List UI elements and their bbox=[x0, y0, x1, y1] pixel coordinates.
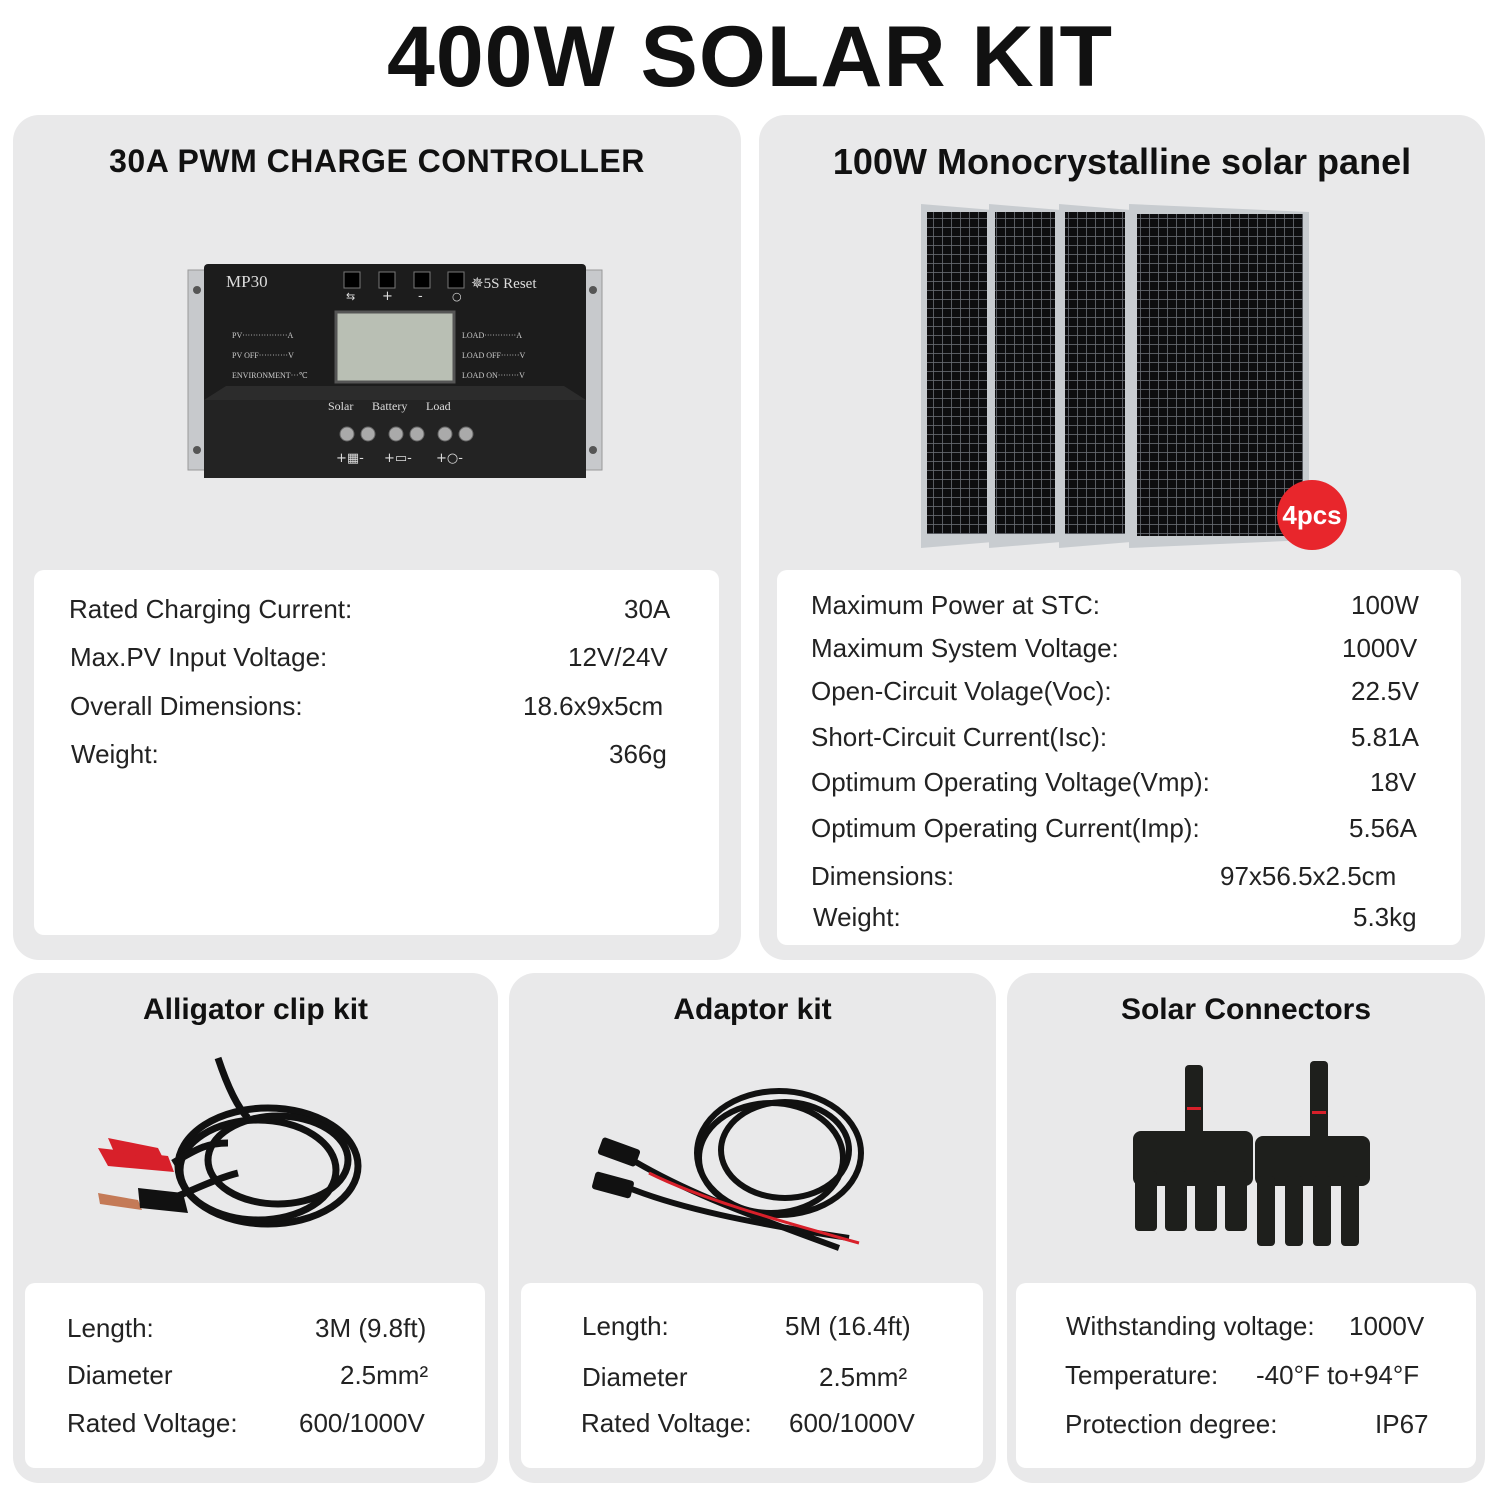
charge-controller-image bbox=[186, 260, 606, 480]
controller-label-load: LOAD············A bbox=[462, 331, 522, 340]
alligator-card bbox=[13, 973, 498, 1483]
svg-text:⇆: ⇆ bbox=[346, 290, 356, 303]
adaptor-title: Adaptor kit bbox=[673, 993, 832, 1026]
connectors-specs bbox=[1016, 1283, 1476, 1468]
spec-row: Diameter 2.5mm² bbox=[67, 1360, 429, 1390]
page-title: 400W SOLAR KIT bbox=[387, 9, 1113, 105]
spec-row: Dimensions: 97x56.5x2.5cm bbox=[811, 861, 1397, 891]
alligator-title: Alligator clip kit bbox=[142, 993, 369, 1026]
spec-row: Rated Voltage: 600/1000V bbox=[67, 1408, 425, 1438]
spec-row: Diameter 2.5mm² bbox=[582, 1362, 908, 1392]
adaptor-specs bbox=[521, 1283, 983, 1468]
spec-row: Temperature: -40°F to+94°F bbox=[1065, 1360, 1420, 1390]
controller-model: MP30 bbox=[226, 272, 268, 291]
svg-text:-: - bbox=[418, 289, 423, 304]
controller-label-env: ENVIRONMENT···℃ bbox=[232, 371, 308, 380]
adaptor-card bbox=[509, 973, 996, 1483]
spec-row: Max.PV Input Voltage: 12V/24V bbox=[70, 642, 668, 672]
connectors-card bbox=[1007, 973, 1485, 1483]
svg-text:+▭-: +▭- bbox=[384, 451, 412, 466]
spec-row: Length: 3M (9.8ft) bbox=[67, 1313, 427, 1343]
controller-card bbox=[13, 115, 741, 960]
svg-text:+▦-: +▦- bbox=[336, 451, 364, 466]
spec-row: Optimum Operating Voltage(Vmp): 18V bbox=[811, 767, 1417, 797]
spec-row: Optimum Operating Current(Imp): 5.56A bbox=[811, 813, 1417, 843]
svg-text:+: + bbox=[382, 289, 393, 304]
controller-label-load-on: LOAD ON········V bbox=[462, 371, 525, 380]
spec-row: Withstanding voltage: 1000V bbox=[1066, 1311, 1425, 1341]
controller-label-load-off: LOAD OFF·······V bbox=[462, 351, 526, 360]
alligator-clip-image bbox=[78, 1048, 378, 1248]
spec-row: Open-Circuit Volage(Voc): 22.5V bbox=[811, 676, 1419, 706]
spec-row: Maximum System Voltage: 1000V bbox=[811, 633, 1418, 663]
alligator-specs bbox=[25, 1283, 485, 1468]
connectors-title: Solar Connectors bbox=[1120, 993, 1372, 1026]
panel-specs bbox=[777, 570, 1461, 945]
controller-label-pv: PV·················A bbox=[232, 331, 294, 340]
solar-connectors-image bbox=[1125, 1061, 1375, 1251]
spec-row: Weight: 5.3kg bbox=[813, 902, 1417, 932]
panel-card bbox=[759, 115, 1485, 960]
spec-row: Length: 5M (16.4ft) bbox=[582, 1311, 911, 1341]
controller-specs bbox=[34, 570, 719, 935]
controller-reset-label: ✵5S Reset bbox=[471, 276, 537, 292]
terminal-load-label: Load bbox=[426, 399, 451, 413]
spec-row: Rated Charging Current: 30A bbox=[69, 594, 671, 624]
controller-title: 30A PWM CHARGE CONTROLLER bbox=[109, 143, 645, 179]
solar-panels-image bbox=[915, 200, 1315, 550]
terminal-solar-label: Solar bbox=[328, 399, 354, 413]
spec-row: Protection degree: IP67 bbox=[1065, 1409, 1429, 1439]
controller-label-pv-off: PV OFF···········V bbox=[232, 351, 294, 360]
adaptor-cable-image bbox=[589, 1058, 909, 1258]
panel-title: 100W Monocrystalline solar panel bbox=[832, 141, 1412, 182]
quantity-badge: 4pcs bbox=[1277, 480, 1347, 550]
spec-row: Weight: 366g bbox=[71, 739, 667, 769]
svg-text:○: ○ bbox=[452, 290, 462, 303]
spec-row: Overall Dimensions: 18.6x9x5cm bbox=[70, 691, 664, 721]
svg-text:+○-: +○- bbox=[436, 451, 463, 466]
spec-row: Rated Voltage: 600/1000V bbox=[581, 1408, 915, 1438]
terminal-battery-label: Battery bbox=[372, 399, 408, 413]
spec-row: Maximum Power at STC: 100W bbox=[811, 590, 1419, 620]
spec-row: Short-Circuit Current(Isc): 5.81A bbox=[811, 722, 1419, 752]
